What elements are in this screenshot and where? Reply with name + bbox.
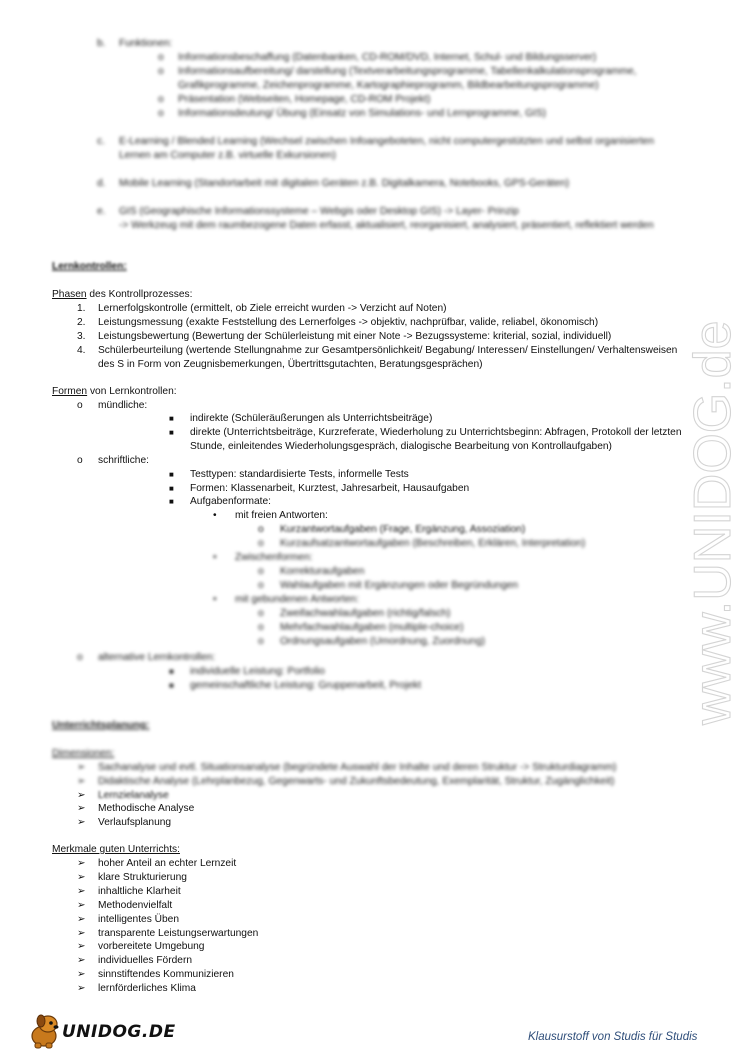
list-item-continued: des S in Form von Zeugnisbemerkungen, Übertrittsgutachten, Beratungsgesprächen): [98, 359, 483, 370]
list-item: Formen: Klassenarbeit, Kurztest, Jahresarbeit, Hausaufgaben: [190, 483, 470, 494]
list-item: direkte (Unterrichtsbeiträge, Kurzreferate, Wiederholung zu Unterrichtsbeginn: Abfragen, Protokoll der letzten: [190, 427, 682, 438]
section-heading: Lernkontrollen:: [52, 261, 127, 272]
list-marker: o: [258, 622, 264, 633]
subheading: Dimensionen:: [52, 748, 115, 759]
arrow-bullet-icon: ➢: [77, 871, 86, 883]
list-marker: e.: [97, 206, 106, 217]
arrow-bullet-icon: ➢: [77, 790, 86, 801]
list-item: Informationsbeschaffung (Datenbanken, CD-ROM/DVD, Internet, Schul- und Bildungsserver): [178, 52, 597, 63]
arrow-bullet-icon: ➢: [77, 913, 86, 925]
watermark-text: www.UNIDOG.de: [684, 320, 742, 725]
list-number: 4.: [77, 345, 86, 356]
arrow-bullet-icon: ➢: [77, 803, 86, 814]
list-item: GIS (Geographische Informationssysteme – Webgis oder Desktop GIS) -> Layer- Prinzip: [119, 206, 519, 217]
subheading: Merkmale guten Unterrichts:: [52, 844, 180, 855]
watermark-graphic: [684, 270, 742, 730]
list-item: -> Werkzeug mit dem raumbezogene Daten erfasst, aktualisiert, reorganisiert, analysiert, präsentiert, reflektiert werden: [119, 220, 654, 231]
list-item: Mehrfachwahlaufgaben (multiple-choice): [280, 622, 464, 633]
list-item: Wahlaufgaben mit Ergänzungen oder Begründungen: [280, 580, 519, 591]
subheading-underlined: Phasen: [52, 289, 87, 300]
list-marker: o: [77, 400, 83, 411]
list-item: Lernen am Computer z.B. virtuelle Exkursionen): [119, 150, 336, 161]
list-item: inhaltliche Klarheit: [98, 885, 181, 897]
footer-tagline: Klausurstoff von Studis für Studis: [528, 1031, 698, 1043]
list-item: Aufgabenformate:: [190, 496, 271, 507]
list-item: intelligentes Üben: [98, 913, 179, 925]
list-marker: o: [158, 108, 164, 119]
list-marker: b.: [97, 38, 106, 49]
footer-logo: [26, 1012, 176, 1052]
list-marker: o: [77, 455, 83, 466]
list-item: Kurzaufsatzantwortaufgaben (Beschreiben, Erklären, Interpretation): [280, 538, 586, 549]
list-item: hoher Anteil an echter Lernzeit: [98, 858, 237, 869]
list-item: Methodische Analyse: [98, 803, 195, 814]
list-marker: o: [158, 94, 164, 105]
list-marker: o: [258, 538, 264, 549]
list-item: Didaktische Analyse (Lehrplanbezug, Gegenwarts- und Zukunftsbedeutung, Exemplarität, Struktur, Zugänglichkeit): [98, 776, 615, 787]
list-item: E-Learning / Blended Learning (Wechsel zwischen Infoangeboteten, nicht computergestützten und selbst organisierten: [119, 136, 654, 147]
list-item: mündliche:: [98, 400, 148, 411]
square-bullet-icon: ■: [169, 414, 174, 423]
list-item: Zweifachwahlaufgaben (richtig/falsch): [280, 608, 451, 619]
subheading-underlined: Formen: [52, 386, 88, 397]
square-bullet-icon: ■: [169, 497, 174, 506]
list-number: 2.: [77, 317, 86, 328]
list-marker: o: [258, 580, 264, 591]
list-number: 3.: [77, 331, 86, 342]
subheading-rest: von Lernkontrollen:: [87, 386, 177, 397]
list-marker: o: [258, 566, 264, 577]
list-item: Präsentation (Webseiten, Homepage, CD-ROM Projekt): [178, 94, 431, 105]
list-item: gemeinschaftliche Leistung: Gruppenarbeit, Projekt: [190, 680, 422, 691]
arrow-bullet-icon: ➢: [77, 941, 86, 953]
list-item: Lernerfolgskontrolle (ermittelt, ob Ziele erreicht wurden -> Verzicht auf Noten): [98, 303, 447, 314]
list-item: Lernzielanalyse: [98, 790, 169, 801]
list-item: Leistungsmessung (exakte Feststellung des Lernerfolges -> objektiv, nachprüfbar, valide, reliabel, ökonomisch): [98, 317, 599, 328]
list-item: Leistungsbewertung (Bewertung der Schülerleistung mit einer Note -> Bezugssysteme: kriterial, sozial, individuell): [98, 331, 612, 342]
round-bullet-icon: •: [213, 552, 217, 563]
arrow-bullet-icon: ➢: [77, 969, 86, 981]
list-item: Zwischenformen:: [235, 552, 313, 563]
list-item: individuelle Leistung: Portfolio: [190, 666, 325, 677]
list-marker: o: [77, 652, 83, 663]
list-item: sinnstiftendes Kommunizieren: [98, 969, 234, 981]
round-bullet-icon: •: [213, 594, 217, 605]
list-marker: o: [258, 524, 264, 535]
list-item: schriftliche:: [98, 455, 149, 466]
list-item: Ordnungsaufgaben (Umordnung, Zuordnung): [280, 636, 486, 647]
section-heading: Unterrichtsplanung:: [52, 720, 150, 731]
list-item: indirekte (Schüleräußerungen als Unterrichtsbeiträge): [190, 413, 433, 424]
arrow-bullet-icon: ➢: [77, 899, 86, 911]
section-title: Funktionen:: [119, 38, 173, 49]
square-bullet-icon: ■: [169, 681, 174, 690]
list-item: Kurzantwortaufgaben (Frage, Ergänzung, Assoziation): [280, 524, 526, 535]
list-marker: o: [158, 66, 164, 77]
list-item: individuelles Fördern: [98, 955, 193, 967]
list-item: mit gebundenen Antworten:: [235, 594, 360, 605]
arrow-bullet-icon: ➢: [77, 885, 86, 897]
round-bullet-icon: •: [213, 510, 217, 521]
list-item: Mobile Learning (Standortarbeit mit digitalen Geräten z.B. Digitalkamera, Notebooks, GPS-Geräten): [119, 178, 570, 189]
square-bullet-icon: ■: [169, 470, 174, 479]
subheading: [52, 385, 177, 399]
list-item: lernförderliches Klima: [98, 983, 196, 995]
list-marker: o: [258, 608, 264, 619]
arrow-bullet-icon: ➢: [77, 762, 86, 773]
list-item: Verlaufsplanung: [98, 817, 172, 828]
arrow-bullet-icon: ➢: [77, 927, 86, 939]
square-bullet-icon: ■: [169, 428, 174, 437]
watermark: [684, 270, 742, 730]
list-item: Korrekturaufgaben: [280, 566, 365, 577]
list-item: Sachanalyse und evtl. Situationsanalyse (begründete Auswahl der Inhalte und deren Struktur -> Strukturdiagramm): [98, 762, 617, 773]
list-item: Methodenvielfalt: [98, 899, 173, 911]
list-item: Informationsdeutung/ Übung (Einsatz von Simulations- und Lernprogramme, GIS): [178, 108, 547, 119]
arrow-bullet-icon: ➢: [77, 983, 86, 995]
list-item: alternative Lernkontrollen:: [98, 652, 216, 663]
list-item: Grafikprogramme, Zeichenprogramme, Kartographieprogramm, Bildbearbeitungsprogramme): [178, 80, 599, 91]
subheading-rest: des Kontrollprozesses:: [86, 289, 193, 300]
list-item: Informationsaufbereitung/ darstellung (Textverarbeitungsprogramme, Tabellenkalkulationsprogramme,: [178, 66, 637, 77]
list-marker: o: [158, 52, 164, 63]
arrow-bullet-icon: ➢: [77, 955, 86, 967]
dog-mascot-icon: [26, 1012, 66, 1052]
list-item: transparente Leistungserwartungen: [98, 927, 259, 939]
list-marker: c.: [97, 136, 105, 147]
list-number: 1.: [77, 303, 86, 314]
list-item: mit freien Antworten:: [235, 510, 328, 521]
list-item-continued: Stunde, einleitendes Wiederholungsgespräch, dialogische Bearbeitung von Kontrollaufgaben): [190, 441, 612, 452]
list-item: vorbereitete Umgebung: [98, 941, 205, 953]
arrow-bullet-icon: ➢: [77, 817, 86, 828]
list-item: Testtypen: standardisierte Tests, informelle Tests: [190, 469, 409, 480]
square-bullet-icon: ■: [169, 667, 174, 676]
arrow-bullet-icon: ➢: [77, 858, 86, 869]
list-item: Schülerbeurteilung (wertende Stellungnahme zur Gesamtpersönlichkeit/ Begabung/ Interessen/ Einstellungen/ Verhaltensweisen: [98, 345, 678, 356]
arrow-bullet-icon: ➢: [77, 776, 86, 787]
list-marker: d.: [97, 178, 106, 189]
brand-logo-text: UNIDOG.DE: [62, 1022, 176, 1042]
list-item: klare Strukturierung: [98, 871, 187, 883]
square-bullet-icon: ■: [169, 484, 174, 493]
list-marker: o: [258, 636, 264, 647]
subheading: [52, 288, 192, 302]
